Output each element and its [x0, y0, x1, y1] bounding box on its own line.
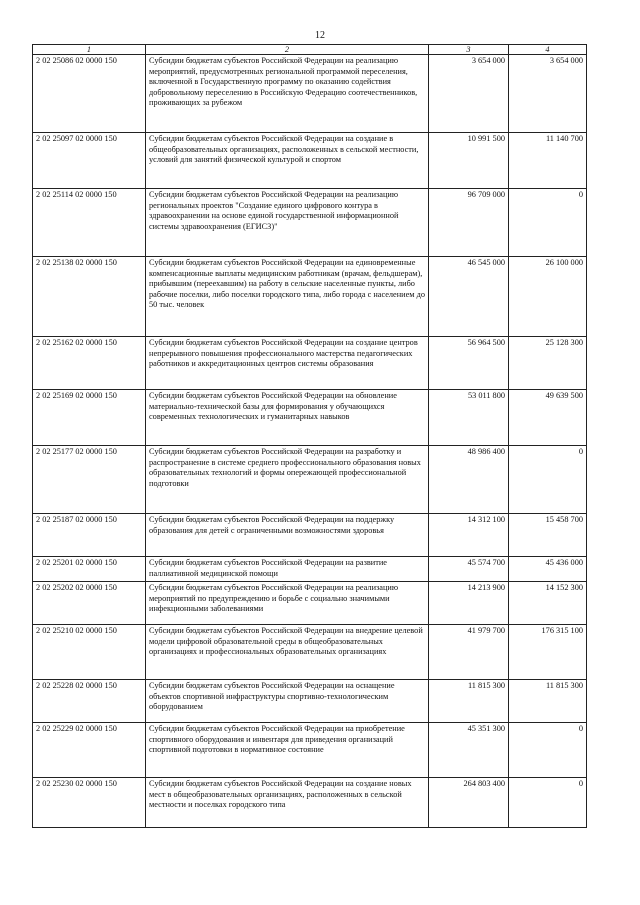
value-year-1-cell: 56 964 500	[429, 337, 509, 390]
value-year-1-cell: 264 803 400	[429, 778, 509, 828]
table-row	[33, 189, 587, 257]
code-cell: 2 02 25162 02 0000 150	[33, 337, 146, 390]
code-cell: 2 02 25086 02 0000 150	[33, 55, 146, 133]
table-row	[33, 723, 587, 778]
code-cell: 2 02 25177 02 0000 150	[33, 446, 146, 514]
description-cell: Субсидии бюджетам субъектов Российской Федерации на внедрение целевой модели цифровой образовательной среды в общеобразовательных организациях и профессиональных образовательных организациях	[146, 625, 429, 680]
value-year-1-cell: 14 312 100	[429, 514, 509, 557]
description-cell: Субсидии бюджетам субъектов Российской Федерации на обновление материально-технической базы для формирования у обучающихся современных технологических и гуманитарных навыков	[146, 390, 429, 446]
code-cell: 2 02 25228 02 0000 150	[33, 680, 146, 723]
table-row	[33, 390, 587, 446]
description-cell: Субсидии бюджетам субъектов Российской Федерации на создание центров непрерывного повышения профессионального мастерства педагогических работников и аккредитационных центров системы образования	[146, 337, 429, 390]
code-cell: 2 02 25097 02 0000 150	[33, 133, 146, 189]
table-row	[33, 55, 587, 133]
description-cell: Субсидии бюджетам субъектов Российской Федерации на приобретение спортивного оборудования и инвентаря для приведения организаций спортивной подготовки в нормативное состояние	[146, 723, 429, 778]
value-year-2-cell: 11 815 300	[509, 680, 587, 723]
header-col-4: 4	[509, 45, 587, 55]
table-row	[33, 514, 587, 557]
code-cell: 2 02 25202 02 0000 150	[33, 582, 146, 625]
value-year-2-cell: 176 315 100	[509, 625, 587, 680]
value-year-2-cell: 45 436 000	[509, 557, 587, 582]
table-row	[33, 133, 587, 189]
page-number: 12	[315, 30, 325, 41]
description-cell: Субсидии бюджетам субъектов Российской Федерации на реализацию мероприятий, предусмотренных региональной программой переселения, включенной в Государственную программу по оказанию содействия добровольному переселению в Российскую Федерацию соотечественников, проживающих за рубежом	[146, 55, 429, 133]
description-cell: Субсидии бюджетам субъектов Российской Федерации на единовременные компенсационные выплаты медицинским работникам (врачам, фельдшерам), прибывшим (переехавшим) на работу в сельские населенные пункты, либо рабочие поселки, либо поселки городского типа, либо города с населением до 50 тыс. человек	[146, 257, 429, 337]
description-cell: Субсидии бюджетам субъектов Российской Федерации на развитие паллиативной медицинской помощи	[146, 557, 429, 582]
code-cell: 2 02 25201 02 0000 150	[33, 557, 146, 582]
value-year-2-cell: 0	[509, 723, 587, 778]
value-year-2-cell: 49 639 500	[509, 390, 587, 446]
value-year-2-cell: 0	[509, 446, 587, 514]
description-cell: Субсидии бюджетам субъектов Российской Федерации на реализацию региональных проектов "Создание единого цифрового контура в здравоохранении на основе единой государственной информационной системы здравоохранения (ЕГИСЗ)"	[146, 189, 429, 257]
header-col-1: 1	[33, 45, 146, 55]
value-year-1-cell: 46 545 000	[429, 257, 509, 337]
description-cell: Субсидии бюджетам субъектов Российской Федерации на создание в общеобразовательных организациях, расположенных в сельской местности, условий для занятий физической культурой и спортом	[146, 133, 429, 189]
table-row	[33, 446, 587, 514]
code-cell: 2 02 25169 02 0000 150	[33, 390, 146, 446]
header-col-3: 3	[429, 45, 509, 55]
description-cell: Субсидии бюджетам субъектов Российской Федерации на реализацию мероприятий по предупреждению и борьбе с социально значимыми инфекционными заболеваниями	[146, 582, 429, 625]
value-year-1-cell: 3 654 000	[429, 55, 509, 133]
header-col-2: 2	[146, 45, 429, 55]
value-year-2-cell: 26 100 000	[509, 257, 587, 337]
value-year-2-cell: 14 152 300	[509, 582, 587, 625]
value-year-1-cell: 45 574 700	[429, 557, 509, 582]
value-year-1-cell: 45 351 300	[429, 723, 509, 778]
budget-table	[32, 44, 587, 828]
table-header	[33, 45, 587, 55]
code-cell: 2 02 25114 02 0000 150	[33, 189, 146, 257]
value-year-2-cell: 11 140 700	[509, 133, 587, 189]
code-cell: 2 02 25230 02 0000 150	[33, 778, 146, 828]
code-cell: 2 02 25229 02 0000 150	[33, 723, 146, 778]
value-year-2-cell: 0	[509, 778, 587, 828]
value-year-2-cell: 25 128 300	[509, 337, 587, 390]
value-year-2-cell: 0	[509, 189, 587, 257]
code-cell: 2 02 25210 02 0000 150	[33, 625, 146, 680]
value-year-1-cell: 96 709 000	[429, 189, 509, 257]
value-year-1-cell: 53 011 800	[429, 390, 509, 446]
value-year-2-cell: 15 458 700	[509, 514, 587, 557]
table-row	[33, 257, 587, 337]
description-cell: Субсидии бюджетам субъектов Российской Федерации на поддержку образования для детей с ограниченными возможностями здоровья	[146, 514, 429, 557]
value-year-1-cell: 11 815 300	[429, 680, 509, 723]
value-year-1-cell: 14 213 900	[429, 582, 509, 625]
table-row	[33, 625, 587, 680]
code-cell: 2 02 25187 02 0000 150	[33, 514, 146, 557]
header-row	[33, 45, 587, 55]
table-row	[33, 557, 587, 582]
value-year-1-cell: 48 986 400	[429, 446, 509, 514]
table-row	[33, 778, 587, 828]
description-cell: Субсидии бюджетам субъектов Российской Федерации на разработку и распространение в системе среднего профессионального образования новых образовательных технологий и формы опережающей профессиональной подготовки	[146, 446, 429, 514]
value-year-2-cell: 3 654 000	[509, 55, 587, 133]
table-row	[33, 582, 587, 625]
description-cell: Субсидии бюджетам субъектов Российской Федерации на оснащение объектов спортивной инфраструктуры спортивно-технологическим оборудованием	[146, 680, 429, 723]
table-row	[33, 337, 587, 390]
description-cell: Субсидии бюджетам субъектов Российской Федерации на создание новых мест в общеобразовательных организациях, расположенных в сельской местности и поселках городского типа	[146, 778, 429, 828]
table-row	[33, 680, 587, 723]
table-body	[33, 55, 587, 828]
value-year-1-cell: 10 991 500	[429, 133, 509, 189]
code-cell: 2 02 25138 02 0000 150	[33, 257, 146, 337]
value-year-1-cell: 41 979 700	[429, 625, 509, 680]
